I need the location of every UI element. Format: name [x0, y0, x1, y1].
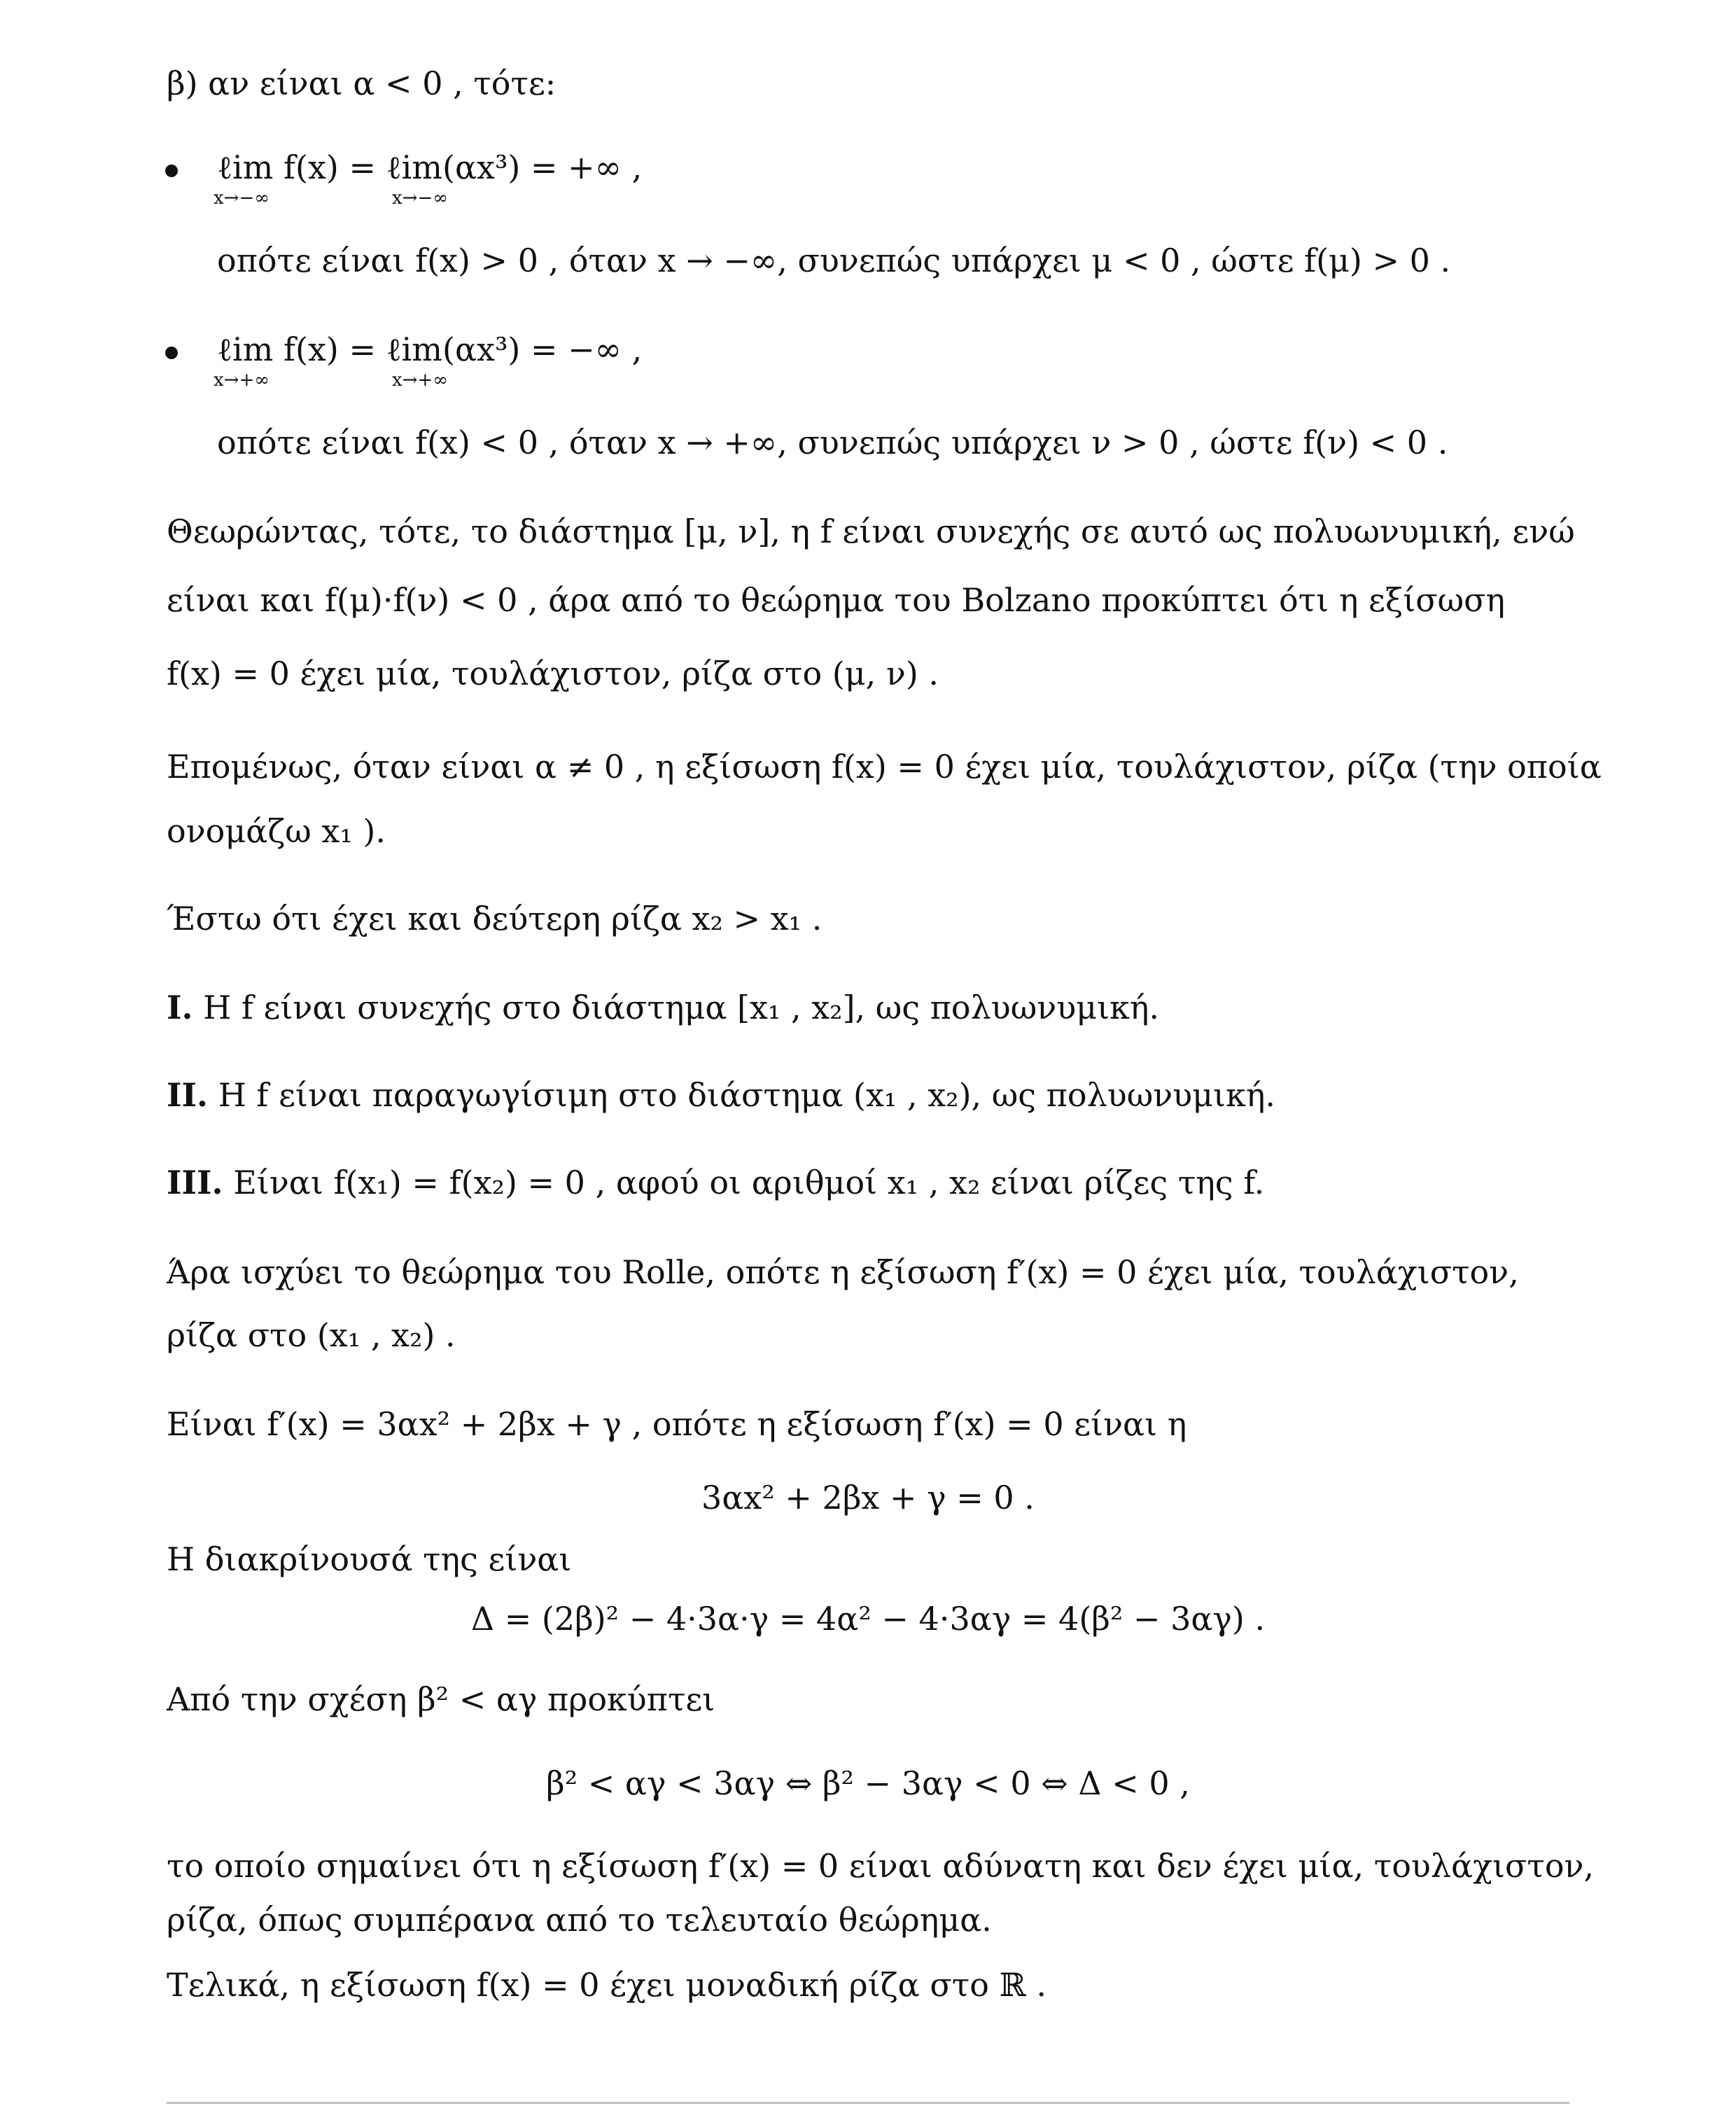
paragraph-rolle-2: ρίζα στο (x₁ , x₂) . — [167, 1316, 456, 1354]
limit-subscript: x→+∞ — [392, 370, 448, 391]
paragraph-second-root: Έστω ότι έχει και δεύτερη ρίζα x₂ > x₁ . — [167, 900, 822, 937]
paragraph-impossible-1: το οποίο σημαίνει ότι η εξίσωση f′(x) = 0 είναι αδύνατη και δεν έχει μία, τουλάχιστον, — [167, 1847, 1595, 1885]
paragraph-bolzano-1: Θεωρώντας, τότε, το διάστημα [μ, ν], η f είναι συνεχής σε αυτό ως πολυωνυμική, ενώ — [167, 512, 1575, 550]
paragraph-relation: Από την σχέση β² < αγ προκύπτει — [167, 1680, 715, 1718]
paragraph-derivative: Είναι f′(x) = 3αx² + 2βx + γ , οπότε η εξίσωση f′(x) = 0 είναι η — [167, 1405, 1187, 1443]
paragraph-bolzano-2: είναι και f(μ)·f(ν) < 0 , άρα από το θεώρημα του Bolzano προκύπτει ότι η εξίσωση — [167, 581, 1506, 619]
limit-minus-infinity: ℓim f(x) = ℓim(αx³) = +∞ , — [217, 148, 643, 186]
paragraph-bolzano-3: f(x) = 0 έχει μία, τουλάχιστον, ρίζα στο (μ, ν) . — [167, 655, 939, 692]
paragraph-rolle-1: Άρα ισχύει το θεώρημα του Rolle, οπότε η εξίσωση f′(x) = 0 έχει μία, τουλάχιστον, — [167, 1253, 1519, 1291]
page-bottom-rule — [167, 2102, 1569, 2104]
case-beta-heading: β) αν είναι α < 0 , τότε: — [167, 64, 556, 102]
paragraph-discriminant: Η διακρίνουσά της είναι — [167, 1540, 572, 1578]
condition-iii-label: III. — [167, 1164, 223, 1201]
condition-i-label: I. — [167, 989, 193, 1026]
paragraph-impossible-2: ρίζα, όπως συμπέρανα από το τελευταίο θεώρημα. — [167, 1901, 992, 1939]
bullet1-conclusion: οπότε είναι f(x) > 0 , όταν x → −∞, συνεπώς υπάρχει μ < 0 , ώστε f(μ) > 0 . — [217, 242, 1451, 279]
bullet-icon — [165, 165, 178, 177]
paragraph-existence-1: Επομένως, όταν είναι α ≠ 0 , η εξίσωση f(x) = 0 έχει μία, τουλάχιστον, ρίζα (την οποία — [167, 748, 1602, 786]
bullet2-conclusion: οπότε είναι f(x) < 0 , όταν x → +∞, συνεπώς υπάρχει ν > 0 , ώστε f(ν) < 0 . — [217, 424, 1448, 461]
condition-ii — [167, 1076, 1275, 1115]
bullet-icon — [165, 347, 178, 359]
condition-ii-text: Η f είναι παραγωγίσιμη στο διάστημα (x₁ , x₂), ως πολυωνυμική. — [218, 1076, 1276, 1114]
condition-iii — [167, 1164, 1264, 1202]
limit-subscript: x→−∞ — [214, 188, 270, 209]
condition-i — [167, 989, 1159, 1027]
equation-discriminant: Δ = (2β)² − 4·3α·γ = 4α² − 4·3αγ = 4(β² − 3αγ) . — [470, 1600, 1266, 1638]
equation-derivative-zero: 3αx² + 2βx + γ = 0 . — [701, 1479, 1035, 1516]
limit-subscript: x→−∞ — [392, 188, 448, 209]
equation-inequality-chain: β² < αγ < 3αγ ⇔ β² − 3αγ < 0 ⇔ Δ < 0 , — [546, 1764, 1190, 1802]
limit-plus-infinity: ℓim f(x) = ℓim(αx³) = −∞ , — [217, 330, 643, 368]
paragraph-existence-2: ονομάζω x₁ ). — [167, 812, 386, 850]
limit-subscript: x→+∞ — [214, 370, 270, 391]
condition-iii-text: Είναι f(x₁) = f(x₂) = 0 , αφού οι αριθμοί x₁ , x₂ είναι ρίζες της f. — [233, 1164, 1265, 1201]
paragraph-conclusion: Τελικά, η εξίσωση f(x) = 0 έχει μοναδική ρίζα στο ℝ . — [167, 1966, 1046, 2004]
condition-i-text: Η f είναι συνεχής στο διάστημα [x₁ , x₂], ως πολυωνυμική. — [203, 989, 1160, 1026]
condition-ii-label: II. — [167, 1076, 209, 1114]
